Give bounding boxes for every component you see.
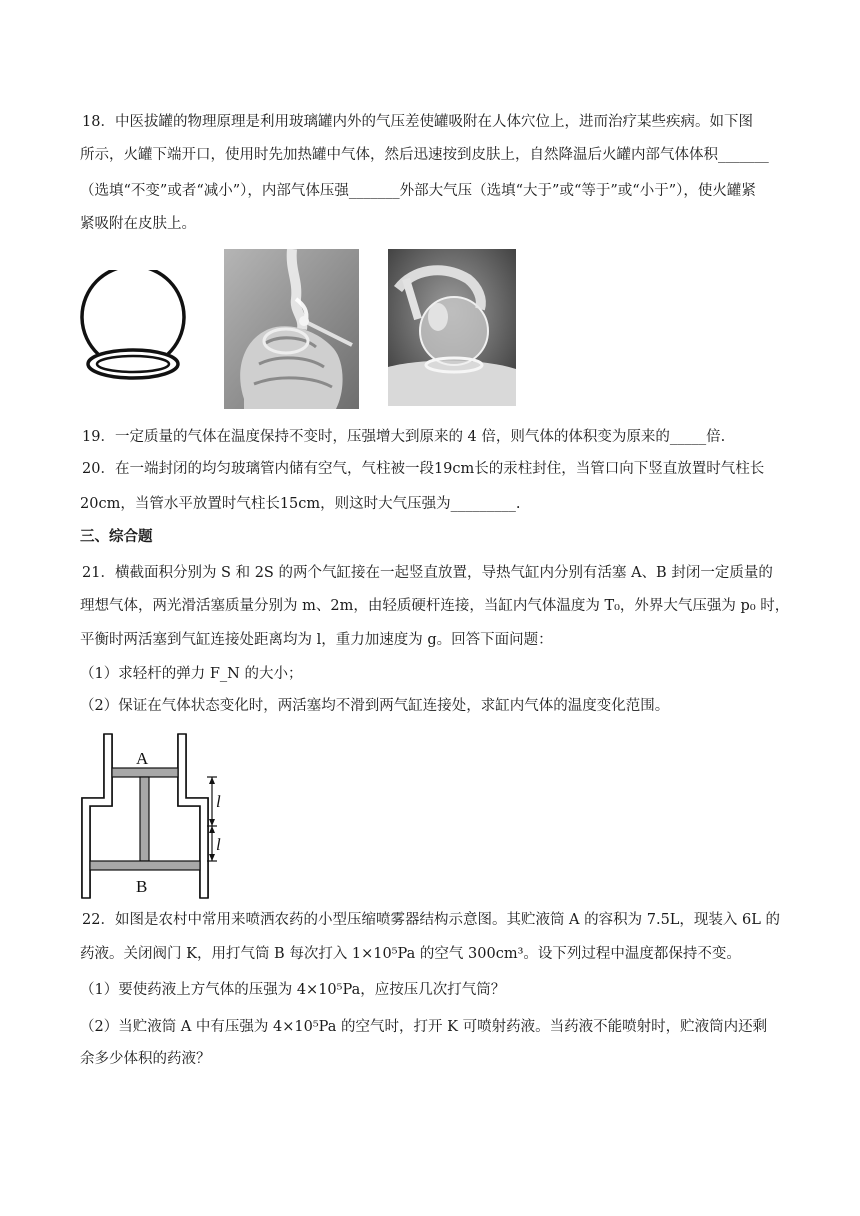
q21-line-1: 21．横截面积分别为 S 和 2S 的两个气缸接在一起竖直放置，导热气缸内分别有活塞 A、B 封闭一定质量的 xyxy=(82,565,773,581)
q22-part-2b: 余多少体积的药液？ xyxy=(80,1051,211,1067)
heating-jar-photo xyxy=(224,249,359,409)
q22-line-1: 22．如图是农村中常用来喷洒农药的小型压缩喷雾器结构示意图。其贮液筒 A 的容积为 7.5L，现装入 6L 的 xyxy=(82,912,781,928)
q21-line-2: 理想气体，两光滑活塞质量分别为 m、2m，由轻质硬杆连接，当缸内气体温度为 T₀，外界大气压强为 p₀ 时， xyxy=(80,598,790,614)
cylinder-piston-diagram xyxy=(78,730,238,902)
section-title: 三、综合题 xyxy=(80,528,153,545)
cupping-jar-diagram xyxy=(76,270,192,388)
q20-line-1: 20．在一端封闭的均匀玻璃管内储有空气，气柱被一段19cm长的汞柱封住，当管口向下竖直放置时气柱长 xyxy=(82,461,765,477)
piston-a-label: A xyxy=(136,749,149,768)
q20-line-2: 20cm，当管水平放置时气柱长15cm，则这时大气压强为_________. xyxy=(80,496,521,512)
jar-on-skin-photo xyxy=(388,249,516,406)
piston-b-label: B xyxy=(136,877,148,896)
q21-part-1: （1）求轻杆的弹力 F_N 的大小； xyxy=(80,666,303,682)
dimension-l-upper: l xyxy=(216,792,221,811)
q21-part-2: （2）保证在气体状态变化时，两活塞均不滑到两气缸连接处，求缸内气体的温度变化范围。 xyxy=(80,698,670,714)
q22-part-2a: （2）当贮液筒 A 中有压强为 4×10⁵Pa 的空气时，打开 K 可喷射药液。当药液不能喷射时，贮液筒内还剩 xyxy=(80,1019,768,1035)
q21-line-3: 平衡时两活塞到气缸连接处距离均为 l，重力加速度为 g。回答下面问题： xyxy=(80,632,553,648)
q18-line-4: 紧吸附在皮肤上。 xyxy=(80,216,196,232)
q19-line-1: 19．一定质量的气体在温度保持不变时，压强增大到原来的 4 倍，则气体的体积变为原来的_____倍. xyxy=(82,429,726,445)
q18-line-1: 18．中医拔罐的物理原理是利用玻璃罐内外的气压差使罐吸附在人体穴位上，进而治疗某些疾病。如下图 xyxy=(82,114,753,130)
q22-line-2: 药液。关闭阀门 K，用打气筒 B 每次打入 1×10⁵Pa 的空气 300cm³。设下列过程中温度都保持不变。 xyxy=(80,946,741,962)
q18-line-3: （选填“不变”或者“减小”），内部气体压强_______外部大气压（选填“大于”或“等于”或“小于”），使火罐紧 xyxy=(80,183,756,199)
q22-part-1: （1）要使药液上方气体的压强为 4×10⁵Pa，应按压几次打气筒？ xyxy=(80,982,506,998)
q18-line-2: 所示，火罐下端开口，使用时先加热罐中气体，然后迅速按到皮肤上，自然降温后火罐内部气体体积_______ xyxy=(80,147,769,163)
dimension-l-lower: l xyxy=(216,835,221,854)
